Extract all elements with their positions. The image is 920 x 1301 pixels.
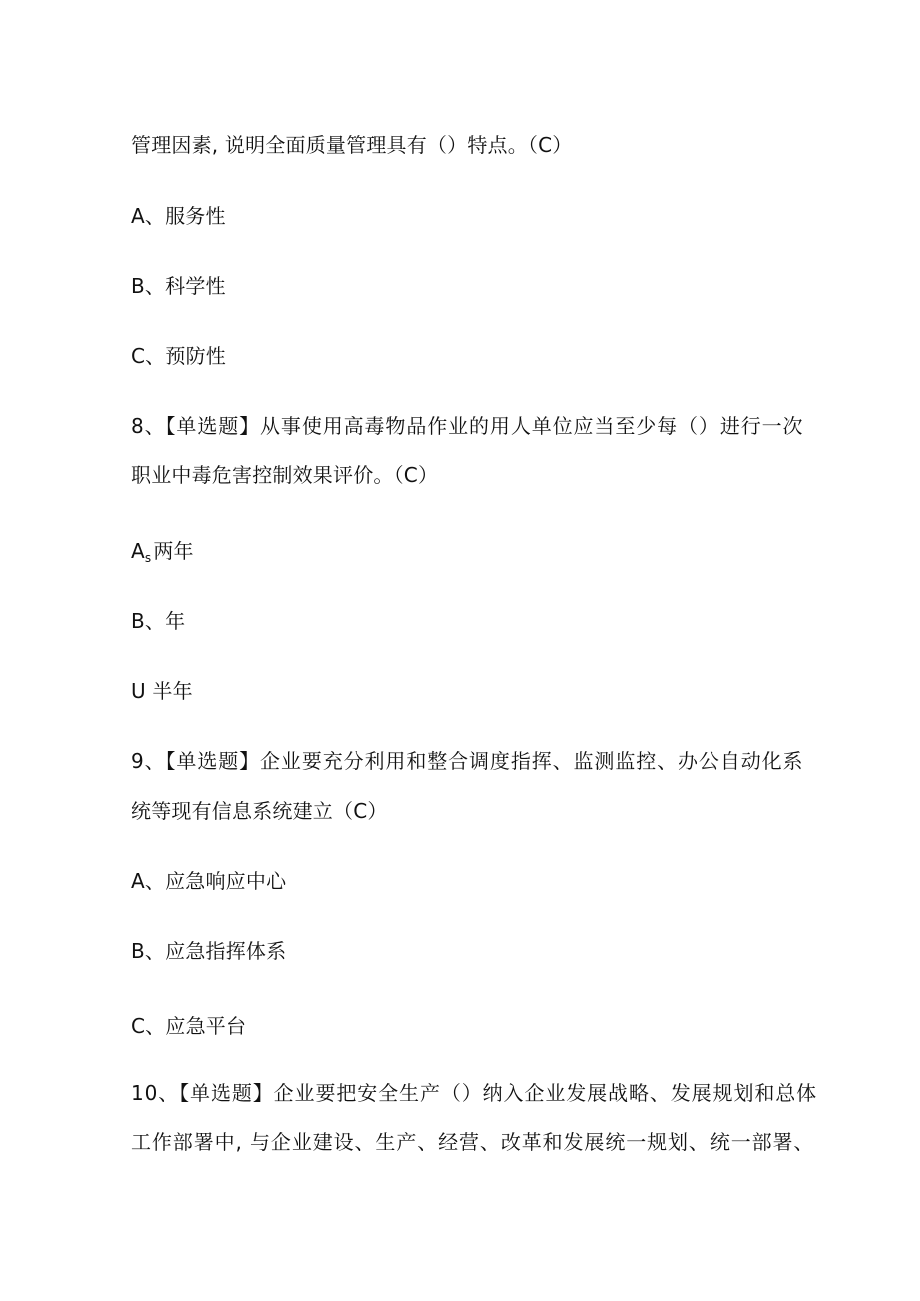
q10-stem-line-2: 工作部署中, 与企业建设、生产、经营、改革和发展统一规划、统一部署、 bbox=[131, 1130, 815, 1154]
q7-option-c: C、预防性 bbox=[131, 344, 226, 368]
q8-option-a-subscript: s bbox=[144, 551, 152, 565]
q9-stem-line-2: 统等现有信息系统建立（C） bbox=[131, 799, 388, 823]
q9-option-b: B、应急指挥体系 bbox=[131, 939, 287, 963]
q9-option-c: C、应急平台 bbox=[131, 1014, 247, 1038]
q8-option-a-text: 两年 bbox=[153, 539, 194, 563]
q8-stem-line-1: 8、【单选题】从事使用高毒物品作业的用人单位应当至少每（）进行一次 bbox=[131, 414, 804, 438]
q8-option-c: U 半年 bbox=[131, 679, 193, 703]
q7-option-a: A、服务性 bbox=[131, 204, 226, 228]
q9-option-a: A、应急响应中心 bbox=[131, 869, 287, 893]
q8-option-a bbox=[131, 537, 194, 572]
q8-option-b: B、年 bbox=[131, 609, 186, 633]
q10-stem-line-1: 10、【单选题】企业要把安全生产（）纳入企业发展战略、发展规划和总体 bbox=[131, 1081, 818, 1105]
q8-option-a-letter: A bbox=[131, 539, 145, 563]
q7-option-b: B、科学性 bbox=[131, 274, 226, 298]
q9-stem-line-1: 9、【单选题】企业要充分利用和整合调度指挥、监测监控、办公自动化系 bbox=[131, 749, 804, 773]
q8-stem-line-2: 职业中毒危害控制效果评价。（C） bbox=[131, 463, 439, 487]
q7-stem-tail: 管理因素, 说明全面质量管理具有（）特点。（C） bbox=[131, 133, 573, 157]
